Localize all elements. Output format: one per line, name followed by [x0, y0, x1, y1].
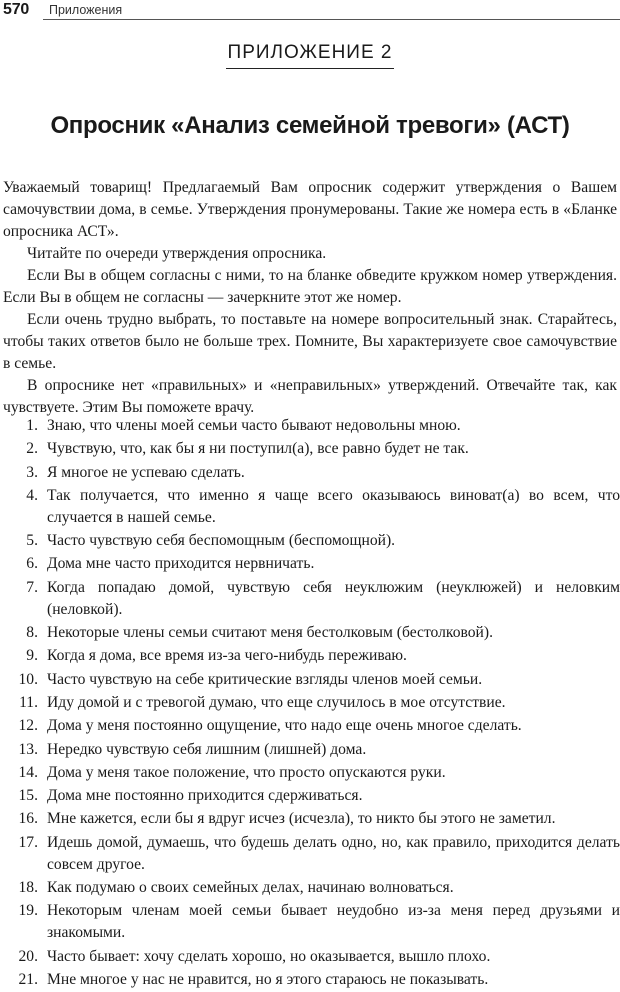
item-number: 11.	[19, 693, 38, 711]
list-item	[0, 415, 620, 437]
item-text: Часто чувствую на себе критические взгляды членов моей семьи.	[47, 670, 483, 688]
item-number: 18.	[18, 879, 38, 897]
item-text: Когда я дома, все время из-за чего-нибудь переживаю.	[47, 647, 407, 665]
item-number: 21.	[18, 970, 38, 988]
list-item	[0, 577, 620, 621]
item-number: 14.	[18, 763, 38, 781]
item-number: 2.	[26, 440, 38, 458]
list-item	[0, 530, 620, 552]
list-item	[0, 622, 620, 644]
item-number: 12.	[18, 717, 38, 735]
list-item	[0, 808, 620, 830]
appendix-label-text: ПРИЛОЖЕНИЕ 2	[226, 41, 395, 69]
item-text: Знаю, что члены моей семьи часто бывают недовольны мною.	[47, 417, 461, 434]
item-text: Дома мне постоянно приходится сдерживаться.	[47, 787, 363, 805]
item-text: Некоторым членам моей семьи бывает неудобно из-за меня перед друзьями и знакомыми.	[47, 902, 620, 942]
header-rule	[43, 19, 620, 20]
item-number: 7.	[26, 578, 38, 596]
item-text: Как подумаю о своих семейных делах, начинаю волноваться.	[47, 879, 454, 897]
list-item	[0, 969, 620, 991]
item-number: 13.	[18, 740, 38, 758]
list-item	[0, 692, 620, 714]
list-item	[0, 785, 620, 807]
item-number: 6.	[26, 555, 38, 573]
item-text: Дома у меня постоянно ощущение, что надо еще очень многое сделать.	[47, 717, 522, 735]
item-number: 4.	[26, 486, 38, 504]
page-number: 570	[3, 1, 30, 18]
appendix-label	[0, 41, 620, 69]
item-text: Идешь домой, думаешь, что будешь делать одно, но, как правило, приходится делать совсем другое.	[47, 833, 620, 873]
item-number: 17.	[18, 833, 38, 851]
item-text: Дома мне часто приходится нервничать.	[47, 555, 315, 573]
intro-text	[3, 177, 617, 419]
item-text: Мне кажется, если бы я вдруг исчез (исчезла), то никто бы этого не заметил.	[47, 810, 556, 828]
list-item	[0, 485, 620, 529]
list-item	[0, 553, 620, 575]
item-text: Так получается, что именно я чаще всего оказываюсь виноват(а) во всем, что случается в нашей семье.	[47, 486, 620, 526]
item-number: 10.	[18, 670, 38, 688]
item-number: 9.	[26, 647, 38, 665]
list-item	[0, 462, 620, 484]
item-text: Нередко чувствую себя лишним (лишней) дома.	[47, 740, 367, 758]
running-head: Приложения	[49, 3, 123, 17]
intro-paragraph: Если очень трудно выбрать, то поставьте на номере вопросительный знак. Старайтесь, чтобы таких ответов было не больше трех. Помните, Вы характеризуете свое самочувствие в семье.	[3, 311, 617, 372]
list-item	[0, 669, 620, 691]
list-item	[0, 877, 620, 899]
list-item	[0, 900, 620, 944]
item-number: 19.	[18, 902, 38, 920]
item-text: Некоторые члены семьи считают меня бестолковым (бестолковой).	[47, 624, 493, 642]
intro-paragraph: В опроснике нет «правильных» и «неправильных» утверждений. Отвечайте так, как чувствуете. Этим Вы поможете врачу.	[3, 377, 617, 416]
item-number: 8.	[26, 624, 38, 642]
item-number: 15.	[18, 787, 38, 805]
item-number: 3.	[26, 463, 38, 481]
intro-paragraph: Читайте по очереди утверждения опросника.	[27, 245, 327, 262]
intro-paragraph: Уважаемый товарищ! Предлагаемый Вам опросник содержит утверждения о Вашем самочувствии дома, в семье. Утверждения пронумерованы. Такие же номера есть в «Бланке опросника АСТ».	[3, 179, 617, 240]
item-text: Часто чувствую себя беспомощным (беспомощной).	[47, 532, 396, 550]
list-item	[0, 715, 620, 737]
item-number: 5.	[26, 532, 38, 550]
item-text: Когда попадаю домой, чувствую себя неуклюжим (неуклюжей) и неловким (неловкой).	[47, 578, 620, 618]
item-text: Часто бывает: хочу сделать хорошо, но оказывается, вышло плохо.	[47, 947, 491, 965]
item-text: Иду домой и с тревогой думаю, что еще случилось в мое отсутствие.	[47, 693, 506, 711]
list-item	[0, 946, 620, 968]
item-text: Дома у меня такое положение, что просто опускаются руки.	[47, 763, 446, 781]
item-number: 1.	[26, 417, 38, 434]
page-header	[0, 0, 620, 22]
item-number: 20.	[18, 947, 38, 965]
list-item	[0, 739, 620, 761]
item-number: 16.	[18, 810, 38, 828]
intro-paragraph: Если Вы в общем согласны с ними, то на бланке обведите кружком номер утверждения. Если Вы в общем не согласны — зачеркните этот же номер.	[3, 267, 617, 306]
list-item	[0, 438, 620, 460]
list-item	[0, 762, 620, 784]
document-title: Опросник «Анализ семейной тревоги» (АСТ)	[50, 112, 570, 139]
item-text: Чувствую, что, как бы я ни поступил(а), все равно будет не так.	[47, 440, 469, 458]
questionnaire-items	[0, 415, 620, 992]
list-item	[0, 645, 620, 667]
item-text: Мне многое у нас не нравится, но я этого стараюсь не показывать.	[47, 970, 489, 988]
item-text: Я многое не успеваю сделать.	[47, 463, 245, 481]
list-item	[0, 832, 620, 876]
